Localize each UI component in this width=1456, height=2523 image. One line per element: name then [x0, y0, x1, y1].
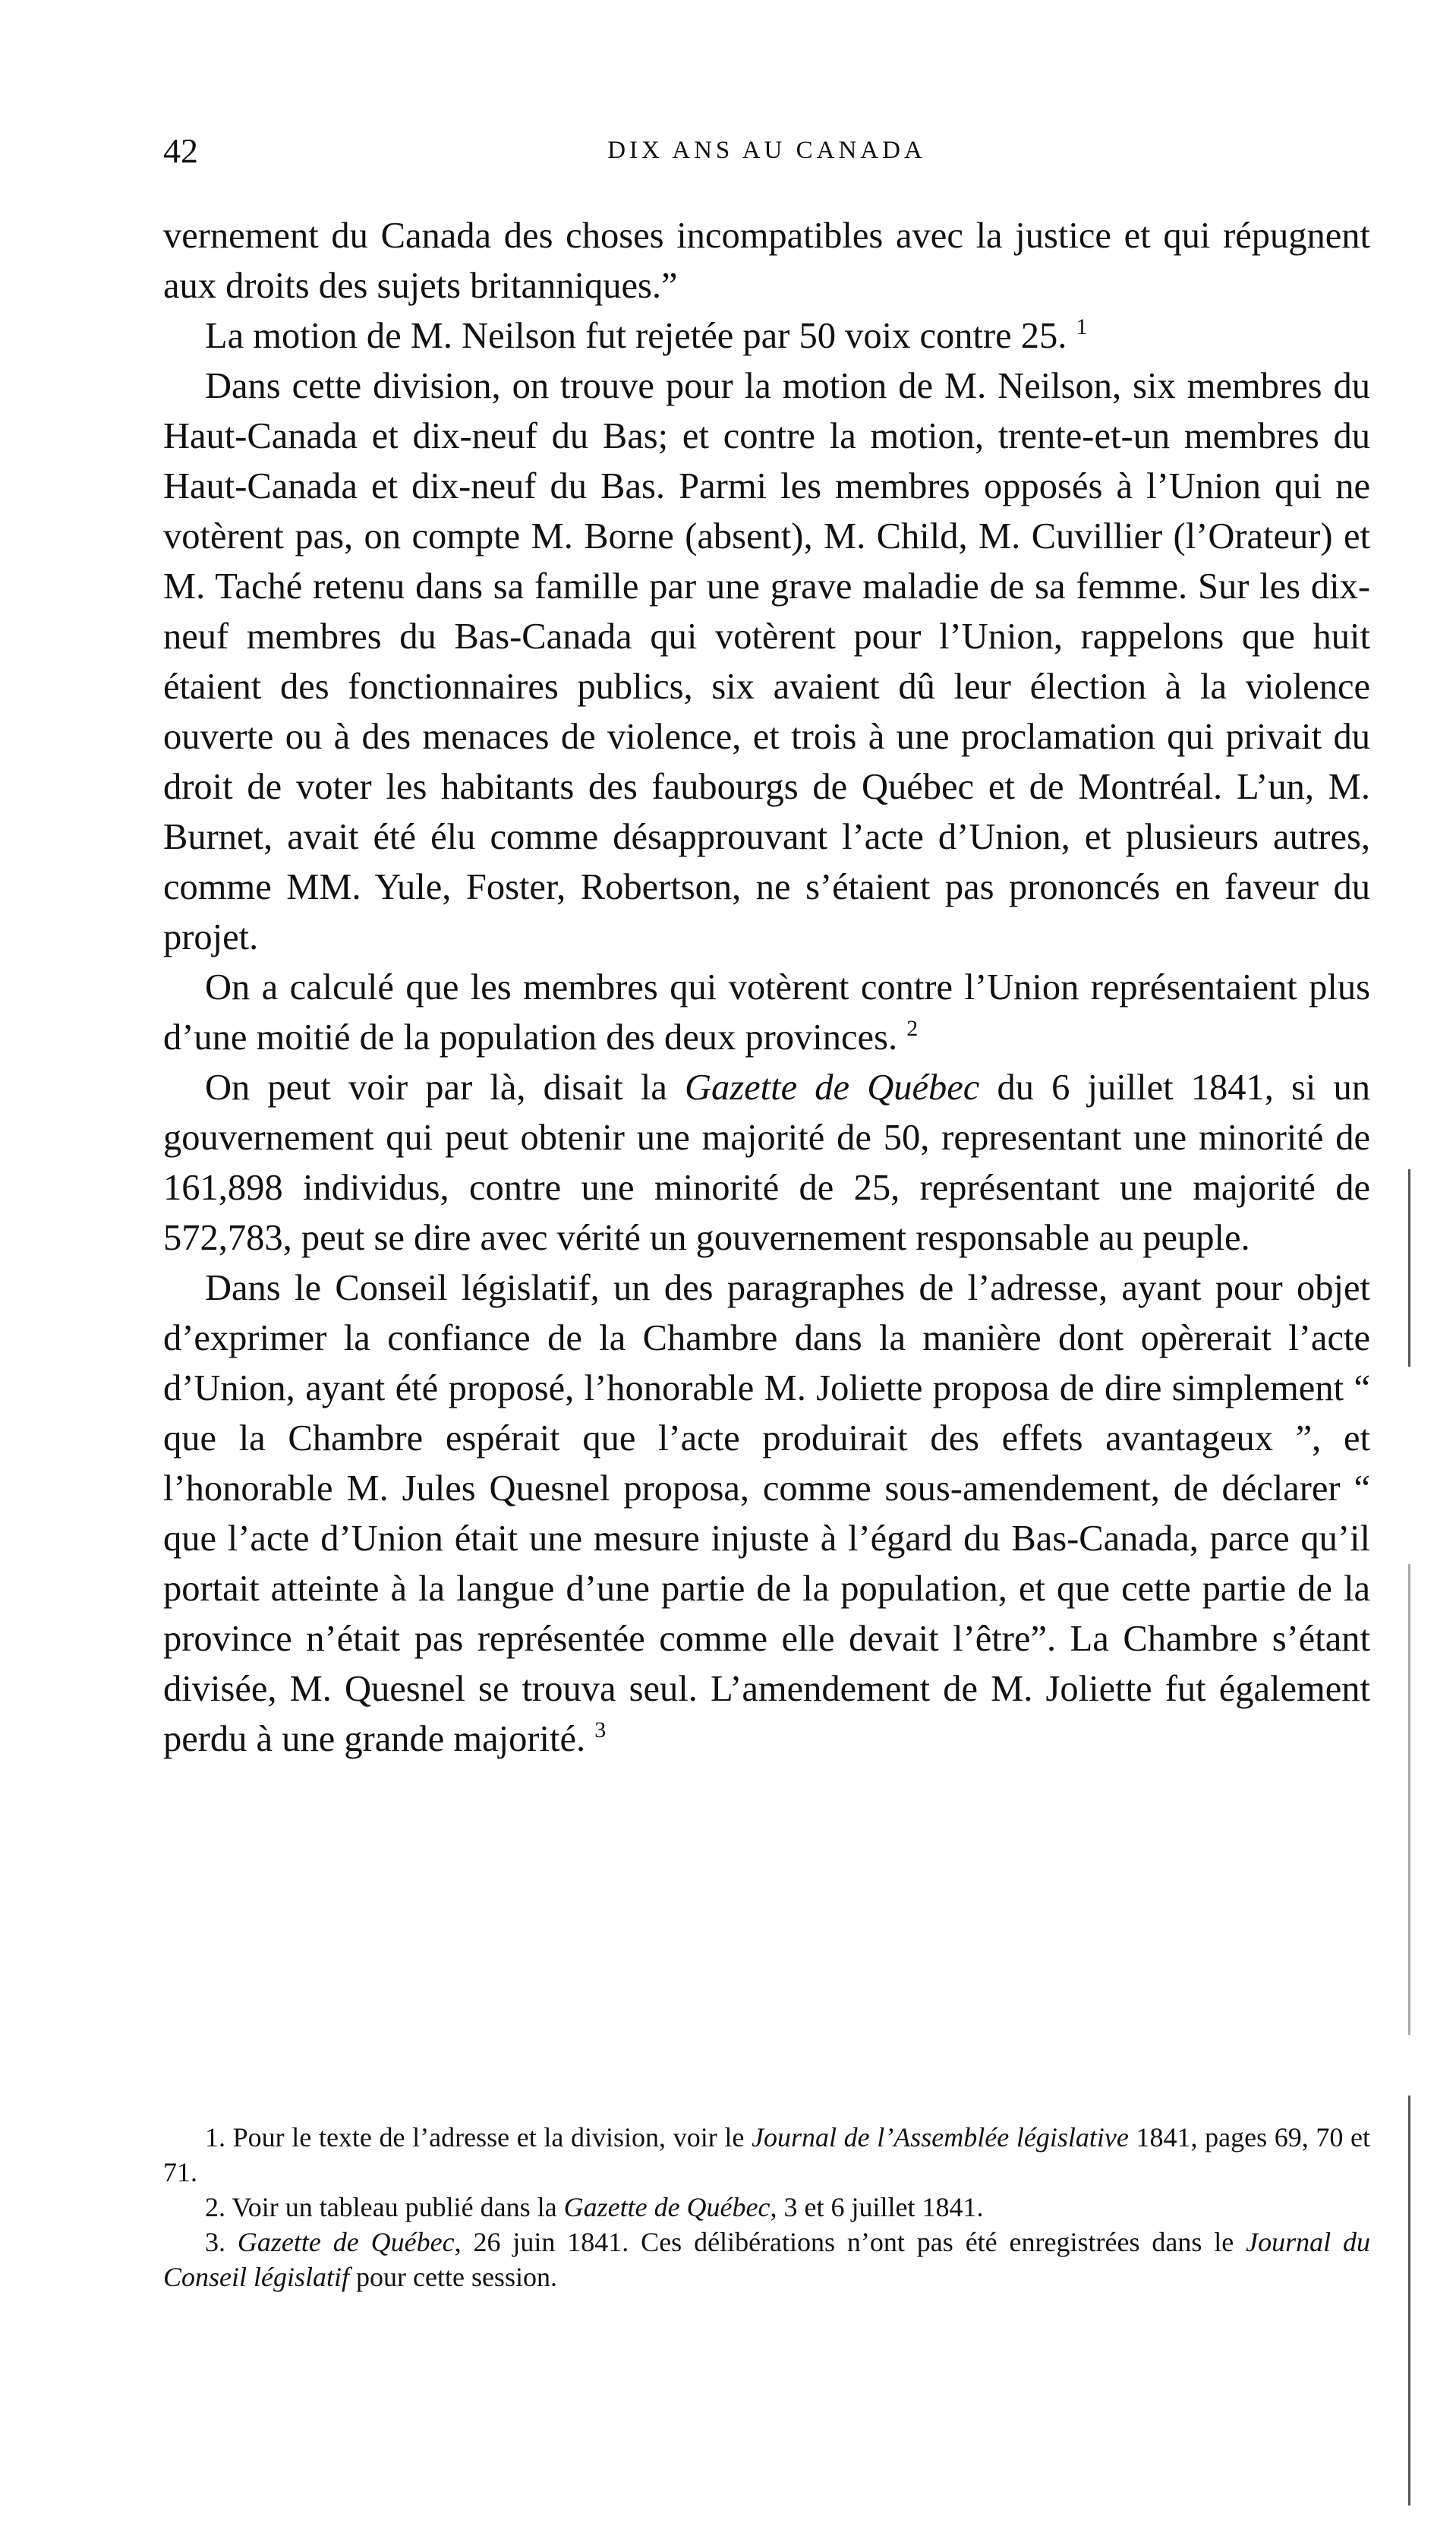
paragraph-text: du 6 juillet 1841, si un gouvernement qui peut obtenir une majorité de 50, representant une minorité de 161,898 individus, contre une minorité de 25, représentant une majorité de 572,783, peut se dire avec vérité un gouvernement responsable au peuple.: [163, 1068, 1371, 1258]
footnote-ref: 2: [906, 1016, 919, 1041]
footnote: [163, 2190, 1370, 2225]
page-number: 42: [163, 131, 198, 170]
footnote-text: 3.: [205, 2227, 225, 2257]
source-title: Gazette de Québec: [563, 2192, 771, 2222]
paragraph: [163, 1063, 1370, 1263]
source-title: Journal de l’Assemblée législative: [751, 2122, 1129, 2152]
scan-edge-mark: [1408, 1564, 1410, 2035]
paragraph-text: On peut voir par là, disait la: [205, 1068, 667, 1108]
paragraph-text: vernement du Canada des choses incompatibles avec la justice et qui répugnent aux droits des sujets britanniques.”: [163, 216, 1370, 306]
footnote-text: , 26 juin 1841. Ces délibérations n’ont pas été enregistrées dans le: [454, 2227, 1234, 2257]
paragraph-text: La motion de M. Neilson fut rejetée par 50 voix contre 25.: [205, 316, 1067, 356]
source-title: Gazette de Québec: [685, 1068, 980, 1108]
paragraph: [163, 1263, 1370, 1765]
footnote: [163, 2120, 1370, 2190]
paragraph-text: On a calculé que les membres qui votèrent contre l’Union représentaient plus d’une moitié de la population des deux provinces.: [163, 967, 1370, 1058]
footnote-text: 1. Pour le texte de l’adresse et la division, voir le: [205, 2122, 745, 2152]
footnote-ref: 1: [1076, 314, 1088, 339]
footnote-text: 2. Voir un tableau publié dans la: [205, 2192, 557, 2222]
footnote-ref: 3: [594, 1717, 607, 1742]
footnote-text: pour cette session.: [356, 2262, 557, 2292]
source-title: Journal du Conseil législatif: [163, 2227, 1371, 2292]
paragraph: [163, 963, 1370, 1063]
source-title: Gazette de Québec: [237, 2227, 455, 2257]
paragraph: [163, 211, 1370, 311]
scan-edge-mark: [1408, 1169, 1410, 1367]
footnotes: [163, 2120, 1370, 2294]
paragraph-text: Dans le Conseil législatif, un des paragraphes de l’adresse, ayant pour objet d’exprimer la confiance de la Chambre dans la manière dont opèrerait l’acte d’Union, ayant été proposé, l’honorable M. Joliette proposa de dire simplement “ que la Chambre espérait que l’acte produirait des effets avantageux ”, et l’honorable M. Jules Quesnel proposa, comme sous-amendement, de déclarer “ que l’acte d’Union était une mesure injuste à l’égard du Bas-Canada, parce qu’il portait atteinte à la langue d’une partie de la population, et que cette partie de la province n’était pas représentée comme elle devait l’être”. La Chambre s’étant divisée, M. Quesnel se trouva seul. L’amendement de M. Joliette fut également perdu à une grande majorité.: [163, 1268, 1370, 1759]
scan-edge-mark: [1408, 2096, 1410, 2506]
footnote-text: , 3 et 6 juillet 1841.: [770, 2192, 984, 2222]
body-text: [163, 211, 1370, 1765]
footnote: [163, 2225, 1370, 2294]
running-title: DIX ANS AU CANADA: [607, 137, 926, 164]
paragraph: [163, 311, 1370, 361]
paragraph-text: Dans cette division, on trouve pour la motion de M. Neilson, six membres du Haut-Canada et dix-neuf du Bas; et contre la motion, trente-et-un membres du Haut-Canada et dix-neuf du Bas. Parmi les membres opposés à l’Union qui ne votèrent pas, on compte M. Borne (absent), M. Child, M. Cuvillier (l’Orateur) et M. Taché retenu dans sa famille par une grave maladie de sa femme. Sur les dix-neuf membres du Bas-Canada qui votèrent pour l’Union, rappelons que huit étaient des fonctionnaires publics, six avaient dû leur élection à la violence ouverte ou à des menaces de violence, et trois à une proclamation qui privait du droit de voter les habitants des faubourgs de Québec et de Montréal. L’un, M. Burnet, avait été élu comme désapprouvant l’acte d’Union, et plusieurs autres, comme MM. Yule, Foster, Robertson, ne s’étaient pas prononcés en faveur du projet.: [163, 366, 1370, 957]
footnote-text: 1841, pages 69, 70 et 71.: [163, 2122, 1371, 2187]
paragraph: [163, 361, 1370, 963]
running-header: [163, 131, 1370, 176]
